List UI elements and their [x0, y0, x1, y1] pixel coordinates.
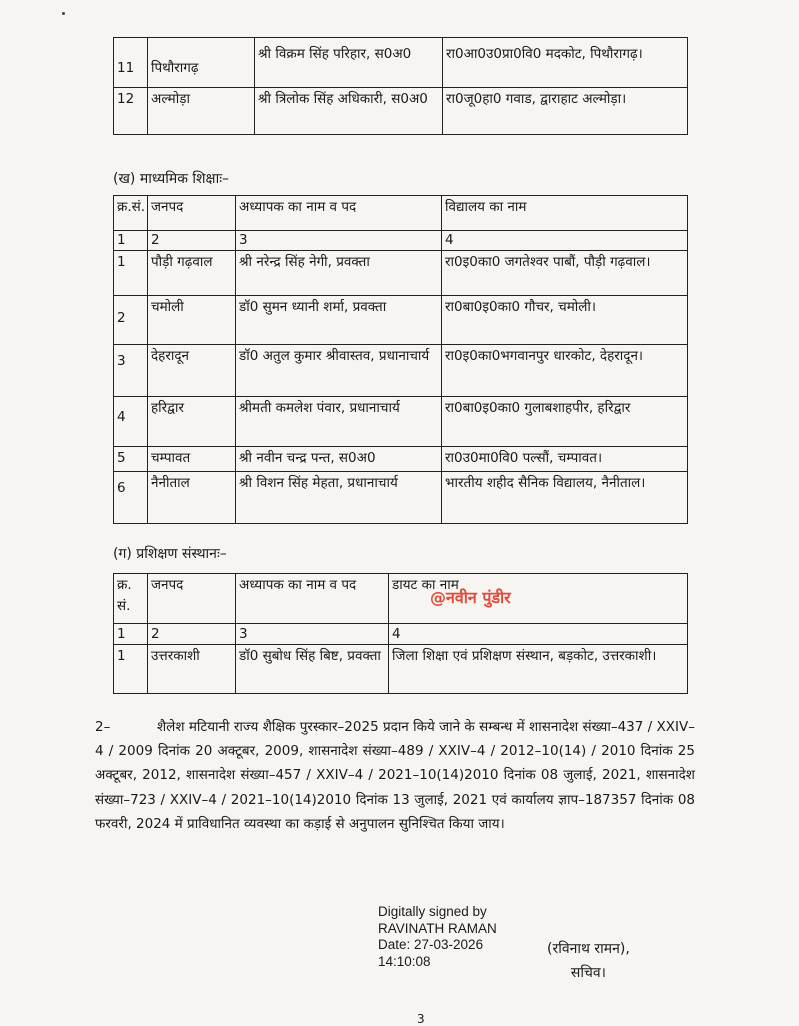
header-district: जनपद: [148, 574, 236, 624]
teacher-cell: श्री त्रिलोक सिंह अधिकारी, स0अ0: [255, 88, 443, 135]
school-cell: रा0इ0का0 जगतेश्वर पाबौं, पौड़ी गढ़वाल।: [442, 251, 688, 296]
district-cell: उत्तरकाशी: [148, 645, 236, 694]
signer-name: (रविनाथ रामन),: [547, 941, 630, 957]
district-cell: चमोली: [148, 296, 236, 345]
school-cell: रा0इ0का0भगवानपुर धारकोट, देहरादून।: [442, 345, 688, 397]
school-cell: रा0बा0इ0का0 गुलाबशाहपीर, हरिद्वार: [442, 397, 688, 447]
teacher-cell: डॉ0 अतुल कुमार श्रीवास्तव, प्रधानाचार्य: [236, 345, 442, 397]
teacher-cell: श्री नवीन चन्द्र पन्त, स0अ0: [236, 447, 442, 472]
index-cell: 1: [114, 624, 148, 645]
table-row: [114, 447, 688, 472]
header-school: डायट का नाम: [389, 574, 688, 624]
index-row: [114, 624, 688, 645]
school-cell: रा0आ0उ0प्रा0वि0 मदकोट, पिथौरागढ़।: [443, 38, 688, 88]
secondary-heading: (ख) माध्यमिक शिक्षाः–: [113, 171, 230, 187]
school-cell: रा0उ0मा0वि0 पल्सौं, चम्पावत।: [442, 447, 688, 472]
index-cell: 4: [389, 624, 688, 645]
sno-cell: 4: [114, 397, 148, 447]
index-cell: 1: [114, 231, 148, 251]
scan-speck: [62, 12, 65, 15]
sno-cell: 11: [114, 38, 148, 88]
training-table: [113, 573, 688, 694]
sno-cell: 2: [114, 296, 148, 345]
table-row: [114, 645, 688, 694]
header-sno: क्र.सं.: [114, 196, 148, 231]
header-row: [114, 574, 688, 624]
index-cell: 4: [442, 231, 688, 251]
signature-date: Date: 27-03-2026: [378, 937, 484, 952]
signer-block: [547, 937, 630, 985]
teacher-cell: श्री विक्रम सिंह परिहार, स0अ0: [255, 38, 443, 88]
sno-cell: 1: [114, 645, 148, 694]
table-row: [114, 88, 688, 135]
index-cell: 3: [236, 231, 442, 251]
sno-cell: 3: [114, 345, 148, 397]
sno-cell: 5: [114, 447, 148, 472]
teacher-cell: डॉ0 सुबोध सिंह बिष्ट, प्रवक्ता: [236, 645, 389, 694]
index-cell: 2: [148, 231, 236, 251]
table-row: [114, 345, 688, 397]
index-cell: 2: [148, 624, 236, 645]
table-row: [114, 472, 688, 524]
secondary-table: [113, 195, 688, 524]
district-cell: नैनीताल: [148, 472, 236, 524]
header-row: [114, 196, 688, 231]
header-district: जनपद: [148, 196, 236, 231]
primary-table: [113, 37, 688, 135]
district-cell: हरिद्वार: [148, 397, 236, 447]
table-row: [114, 38, 688, 88]
header-teacher: अध्यापक का नाम व पद: [236, 196, 442, 231]
district-cell: पौड़ी गढ़वाल: [148, 251, 236, 296]
sno-cell: 12: [114, 88, 148, 135]
district-cell: चम्पावत: [148, 447, 236, 472]
school-cell: रा0जू0हा0 गवाड, द्वाराहाट अल्मोड़ा।: [443, 88, 688, 135]
sno-cell: 6: [114, 472, 148, 524]
watermark-text: @नवीन पुंडीर: [430, 588, 511, 607]
instruction-paragraph: [95, 715, 695, 836]
table-row: [114, 251, 688, 296]
training-heading: (ग) प्रशिक्षण संस्थानः–: [113, 546, 227, 562]
district-cell: देहरादून: [148, 345, 236, 397]
header-school: विद्यालय का नाम: [442, 196, 688, 231]
school-cell: भारतीय शहीद सैनिक विद्यालय, नैनीताल।: [442, 472, 688, 524]
sno-cell: 1: [114, 251, 148, 296]
school-cell: रा0बा0इ0का0 गौचर, चमोली।: [442, 296, 688, 345]
index-cell: 3: [236, 624, 389, 645]
district-cell: अल्मोड़ा: [148, 88, 255, 135]
teacher-cell: श्री विशन सिंह मेहता, प्रधानाचार्य: [236, 472, 442, 524]
table-row: [114, 296, 688, 345]
page-number: 3: [417, 1012, 425, 1026]
district-cell: पिथौरागढ़: [148, 38, 255, 88]
signer-designation: सचिव।: [570, 965, 606, 981]
paragraph-text: शैलेश मटियानी राज्य शैक्षिक पुरस्कार–2025 प्रदान किये जाने के सम्बन्ध में शासनादेश संख्या–437 / XXIV–4 / 2009 दिनांक 20 अक्टूबर, 2009, शासनादेश संख्या–489 / XXIV–4 / 2012–10(14) / 2010 दिनांक 25 अक्टूबर, 2012, शासनादेश संख्या–457 / XXIV–4 / 2021–10(14)2010 दिनांक 08 जुलाई, 2021, शासनादेश संख्या–723 / XXIV–4 / 2021–10(14)2010 दिनांक 13 जुलाई, 2021 एवं कार्यालय ज्ञाप–187357 दिनांक 08 फरवरी, 2024 में प्राविधानित व्यवस्था का कड़ाई से अनुपालन सुनिश्चित किया जाय।: [95, 719, 695, 832]
header-sno: क्र. सं.: [114, 574, 148, 624]
header-teacher: अध्यापक का नाम व पद: [236, 574, 389, 624]
index-row: [114, 231, 688, 251]
teacher-cell: श्रीमती कमलेश पंवार, प्रधानाचार्य: [236, 397, 442, 447]
table-row: [114, 397, 688, 447]
signature-time: 14:10:08: [378, 953, 431, 969]
paragraph-number: 2–: [95, 719, 111, 735]
digital-signature: [378, 904, 497, 970]
school-cell: जिला शिक्षा एवं प्रशिक्षण संस्थान, बड़कोट, उत्तरकाशी।: [389, 645, 688, 694]
signature-name: RAVINATH RAMAN: [378, 920, 497, 936]
signature-line: Digitally signed by: [378, 904, 487, 919]
teacher-cell: श्री नरेन्द्र सिंह नेगी, प्रवक्ता: [236, 251, 442, 296]
teacher-cell: डॉ0 सुमन ध्यानी शर्मा, प्रवक्ता: [236, 296, 442, 345]
